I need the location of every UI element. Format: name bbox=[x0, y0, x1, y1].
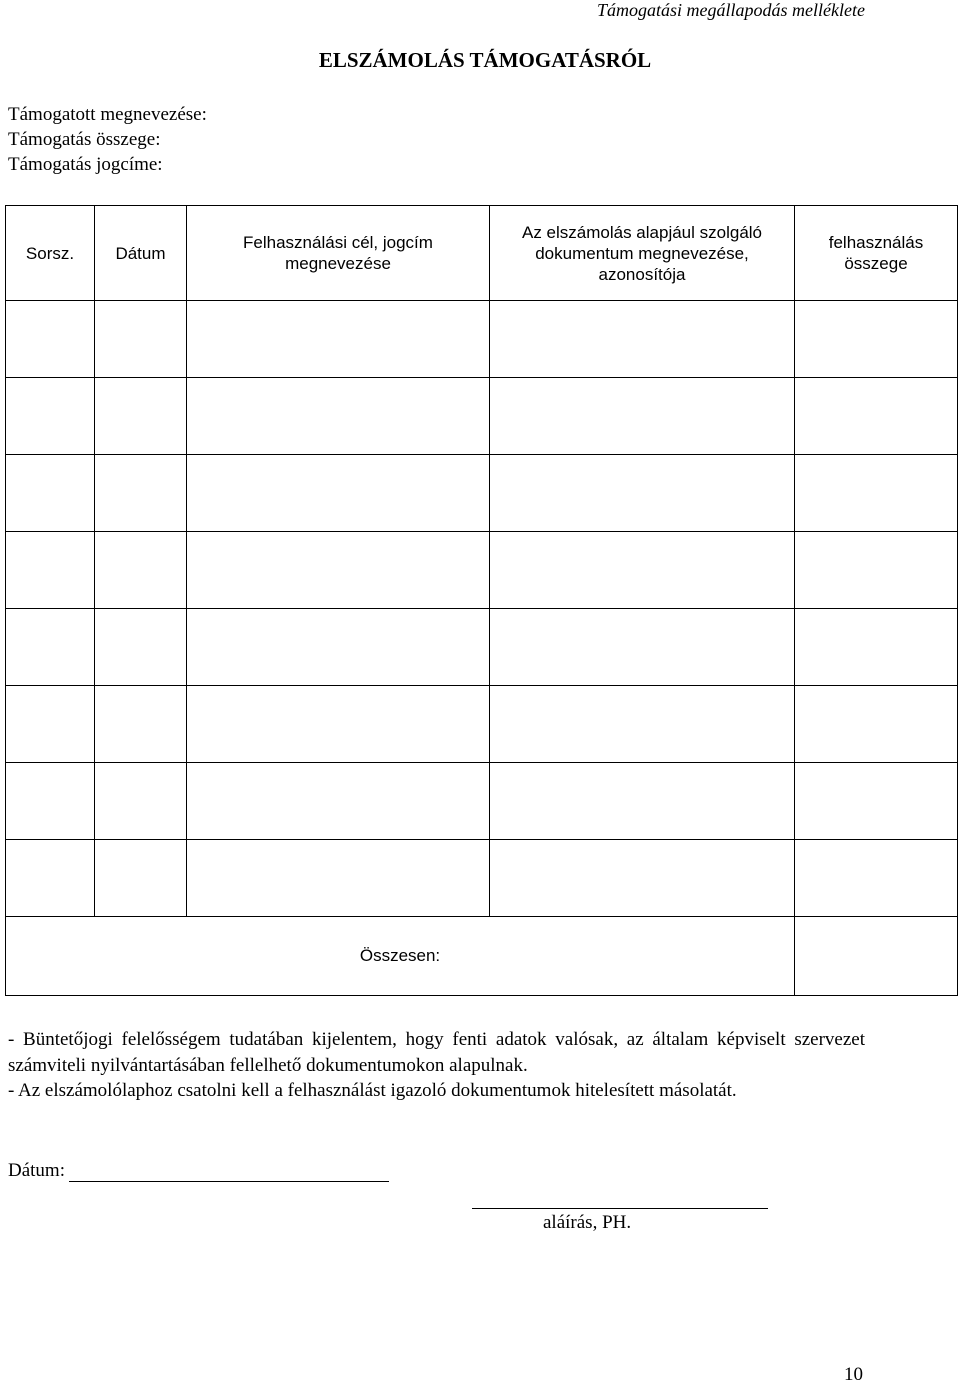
table-cell[interactable] bbox=[187, 840, 490, 917]
table-cell[interactable] bbox=[187, 378, 490, 455]
table-cell[interactable] bbox=[187, 455, 490, 532]
table-cell[interactable] bbox=[187, 532, 490, 609]
table-cell[interactable] bbox=[187, 763, 490, 840]
table-header-row bbox=[6, 206, 958, 301]
table-cell[interactable] bbox=[795, 763, 958, 840]
table-cell[interactable] bbox=[6, 532, 95, 609]
table-cell[interactable] bbox=[795, 455, 958, 532]
table-cell[interactable] bbox=[795, 301, 958, 378]
info-support-title bbox=[8, 152, 207, 177]
info-label: Támogatott megnevezése: bbox=[8, 104, 207, 125]
info-fields bbox=[8, 102, 207, 177]
table-cell[interactable] bbox=[490, 301, 795, 378]
table-row bbox=[6, 455, 958, 532]
info-label: Támogatás jogcíme: bbox=[8, 154, 163, 175]
table-cell[interactable] bbox=[6, 763, 95, 840]
table-cell[interactable] bbox=[6, 301, 95, 378]
page-number: 10 bbox=[844, 1364, 863, 1385]
column-header-amount: felhasználás összege bbox=[795, 206, 958, 301]
declaration-attachments: - Az elszámolólaphoz csatolni kell a felhasználást igazoló dokumentumok hitelesített másolatát. bbox=[8, 1080, 737, 1101]
table-cell[interactable] bbox=[6, 609, 95, 686]
table-cell[interactable] bbox=[95, 532, 187, 609]
table-cell[interactable] bbox=[795, 840, 958, 917]
table-cell[interactable] bbox=[490, 840, 795, 917]
table-cell[interactable] bbox=[490, 532, 795, 609]
table-cell[interactable] bbox=[795, 532, 958, 609]
table-cell[interactable] bbox=[795, 609, 958, 686]
table-cell[interactable] bbox=[490, 609, 795, 686]
table-cell[interactable] bbox=[187, 301, 490, 378]
table-total-row bbox=[6, 917, 958, 996]
table-cell[interactable] bbox=[490, 763, 795, 840]
table-row bbox=[6, 378, 958, 455]
date-field bbox=[8, 1160, 389, 1182]
column-header-document: Az elszámolás alapjául szolgáló dokumentum megnevezése, azonosítója bbox=[490, 206, 795, 301]
column-header-purpose: Felhasználási cél, jogcím megnevezése bbox=[187, 206, 490, 301]
table-row bbox=[6, 763, 958, 840]
table-row bbox=[6, 686, 958, 763]
date-label: Dátum: bbox=[8, 1160, 65, 1181]
table-cell[interactable] bbox=[187, 686, 490, 763]
table-cell[interactable] bbox=[490, 378, 795, 455]
column-header-serial: Sorsz. bbox=[6, 206, 95, 301]
table-cell[interactable] bbox=[187, 609, 490, 686]
settlement-table bbox=[5, 205, 958, 996]
table-cell[interactable] bbox=[95, 301, 187, 378]
info-supported-name bbox=[8, 102, 207, 127]
table-cell[interactable] bbox=[6, 378, 95, 455]
document-title: ELSZÁMOLÁS TÁMOGATÁSRÓL bbox=[318, 48, 652, 72]
table-cell[interactable] bbox=[6, 686, 95, 763]
column-header-date: Dátum bbox=[95, 206, 187, 301]
table-cell[interactable] bbox=[490, 686, 795, 763]
info-support-amount bbox=[8, 127, 207, 152]
table-cell[interactable] bbox=[95, 455, 187, 532]
table-cell[interactable] bbox=[795, 686, 958, 763]
total-value-cell[interactable] bbox=[795, 917, 958, 996]
table-cell[interactable] bbox=[6, 840, 95, 917]
table-row bbox=[6, 840, 958, 917]
signature-line[interactable] bbox=[472, 1188, 768, 1209]
date-blank-line[interactable] bbox=[69, 1160, 389, 1182]
signature-label: aláírás, PH. bbox=[543, 1212, 632, 1233]
declaration-text bbox=[8, 1027, 865, 1104]
table-row bbox=[6, 609, 958, 686]
info-label: Támogatás összege: bbox=[8, 129, 161, 150]
table-row bbox=[6, 532, 958, 609]
declaration-liability: - Büntetőjogi felelősségem tudatában kijelentem, hogy fenti adatok valósak, az általam képviselt szervezet számviteli nyilvántartásában fellelhető dokumentumokon alapulnak. bbox=[8, 1029, 865, 1076]
table-cell[interactable] bbox=[95, 609, 187, 686]
table-cell[interactable] bbox=[6, 455, 95, 532]
table-cell[interactable] bbox=[795, 378, 958, 455]
total-label: Összesen: bbox=[6, 917, 795, 996]
table-cell[interactable] bbox=[95, 840, 187, 917]
table-row bbox=[6, 301, 958, 378]
table-cell[interactable] bbox=[95, 378, 187, 455]
table-cell[interactable] bbox=[490, 455, 795, 532]
annex-note: Támogatási megállapodás melléklete bbox=[597, 0, 865, 20]
table-cell[interactable] bbox=[95, 686, 187, 763]
table-cell[interactable] bbox=[95, 763, 187, 840]
